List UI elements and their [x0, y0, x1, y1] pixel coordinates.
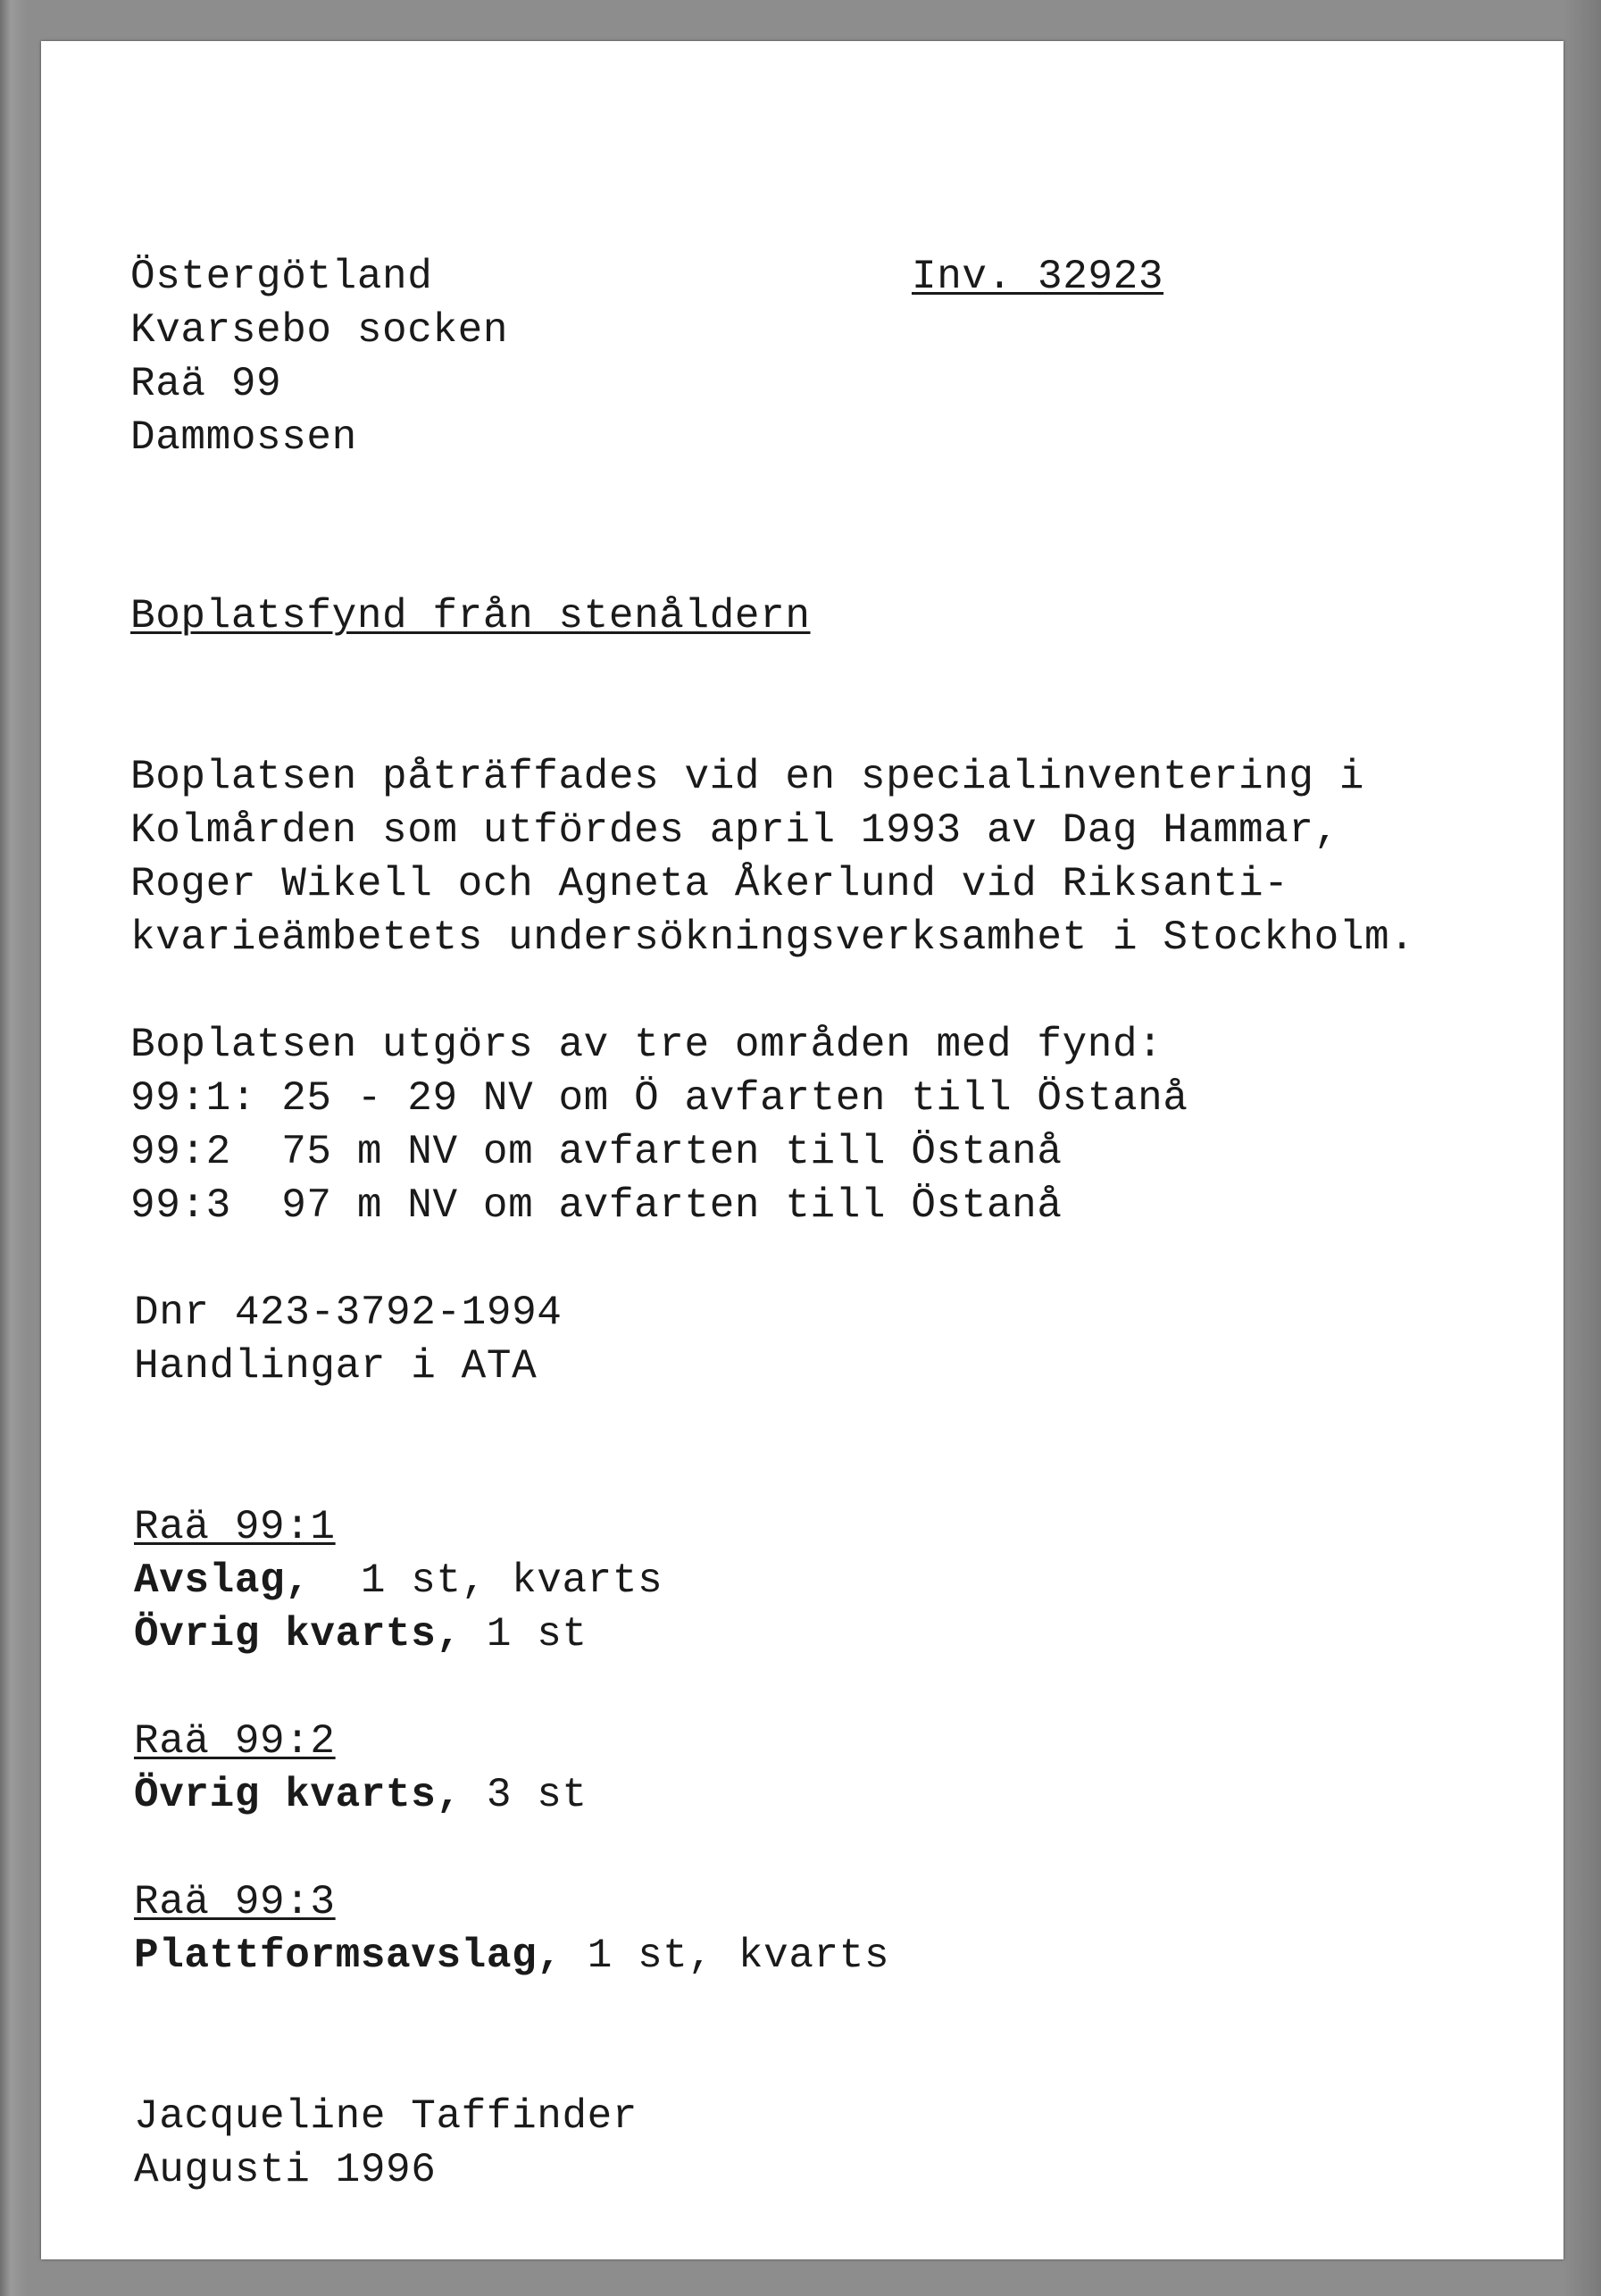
- find-detail: 1 st: [461, 1611, 588, 1657]
- find-detail: 3 st: [461, 1772, 588, 1818]
- inventory-number: Inv. 32923: [912, 254, 1164, 300]
- parish-label: Kvarsebo socken: [130, 307, 509, 354]
- find-row: [134, 1554, 663, 1607]
- intro-line: Boplatsen påträffades vid en specialinventering i: [130, 754, 1365, 800]
- intro-line: kvarieämbetets undersökningsverksamhet i Stockholm.: [130, 914, 1415, 961]
- find-name: Plattformsavslag,: [134, 1933, 563, 1979]
- intro-line: Kolmården som utfördes april 1993 av Dag Hammar,: [130, 807, 1339, 854]
- document-title: Boplatsfynd från stenåldern: [130, 593, 811, 639]
- raa-label: Raä 99: [130, 361, 282, 407]
- find-name: Avslag,: [134, 1557, 311, 1604]
- find-row: [134, 1607, 588, 1661]
- find-heading: Raä 99:1: [134, 1504, 336, 1550]
- place-label: Dammossen: [130, 414, 357, 461]
- find-heading: Raä 99:2: [134, 1718, 336, 1765]
- find-row: [134, 1768, 588, 1822]
- area-item: 99:2 75 m NV om avfarten till Östanå: [130, 1129, 1063, 1175]
- dnr-reference: Dnr 423-3792-1994: [134, 1290, 563, 1336]
- find-row: [134, 1929, 889, 1983]
- region-label: Östergötland: [130, 254, 433, 300]
- find-heading: Raä 99:3: [134, 1879, 336, 1925]
- find-name: Övrig kvarts,: [134, 1772, 462, 1818]
- area-item: 99:1: 25 - 29 NV om Ö avfarten till Östanå: [130, 1075, 1188, 1122]
- intro-line: Roger Wikell och Agneta Åkerlund vid Riksanti-: [130, 861, 1289, 907]
- areas-heading: Boplatsen utgörs av tre områden med fynd:: [130, 1022, 1163, 1068]
- find-detail: 1 st, kvarts: [562, 1933, 890, 1979]
- signature-date: Augusti 1996: [134, 2147, 437, 2193]
- find-name: Övrig kvarts,: [134, 1611, 462, 1657]
- area-item: 99:3 97 m NV om avfarten till Östanå: [130, 1182, 1063, 1229]
- author-name: Jacqueline Taffinder: [134, 2093, 638, 2140]
- document-page: [41, 41, 1563, 2259]
- find-detail: 1 st, kvarts: [310, 1557, 663, 1604]
- records-reference: Handlingar i ATA: [134, 1343, 538, 1390]
